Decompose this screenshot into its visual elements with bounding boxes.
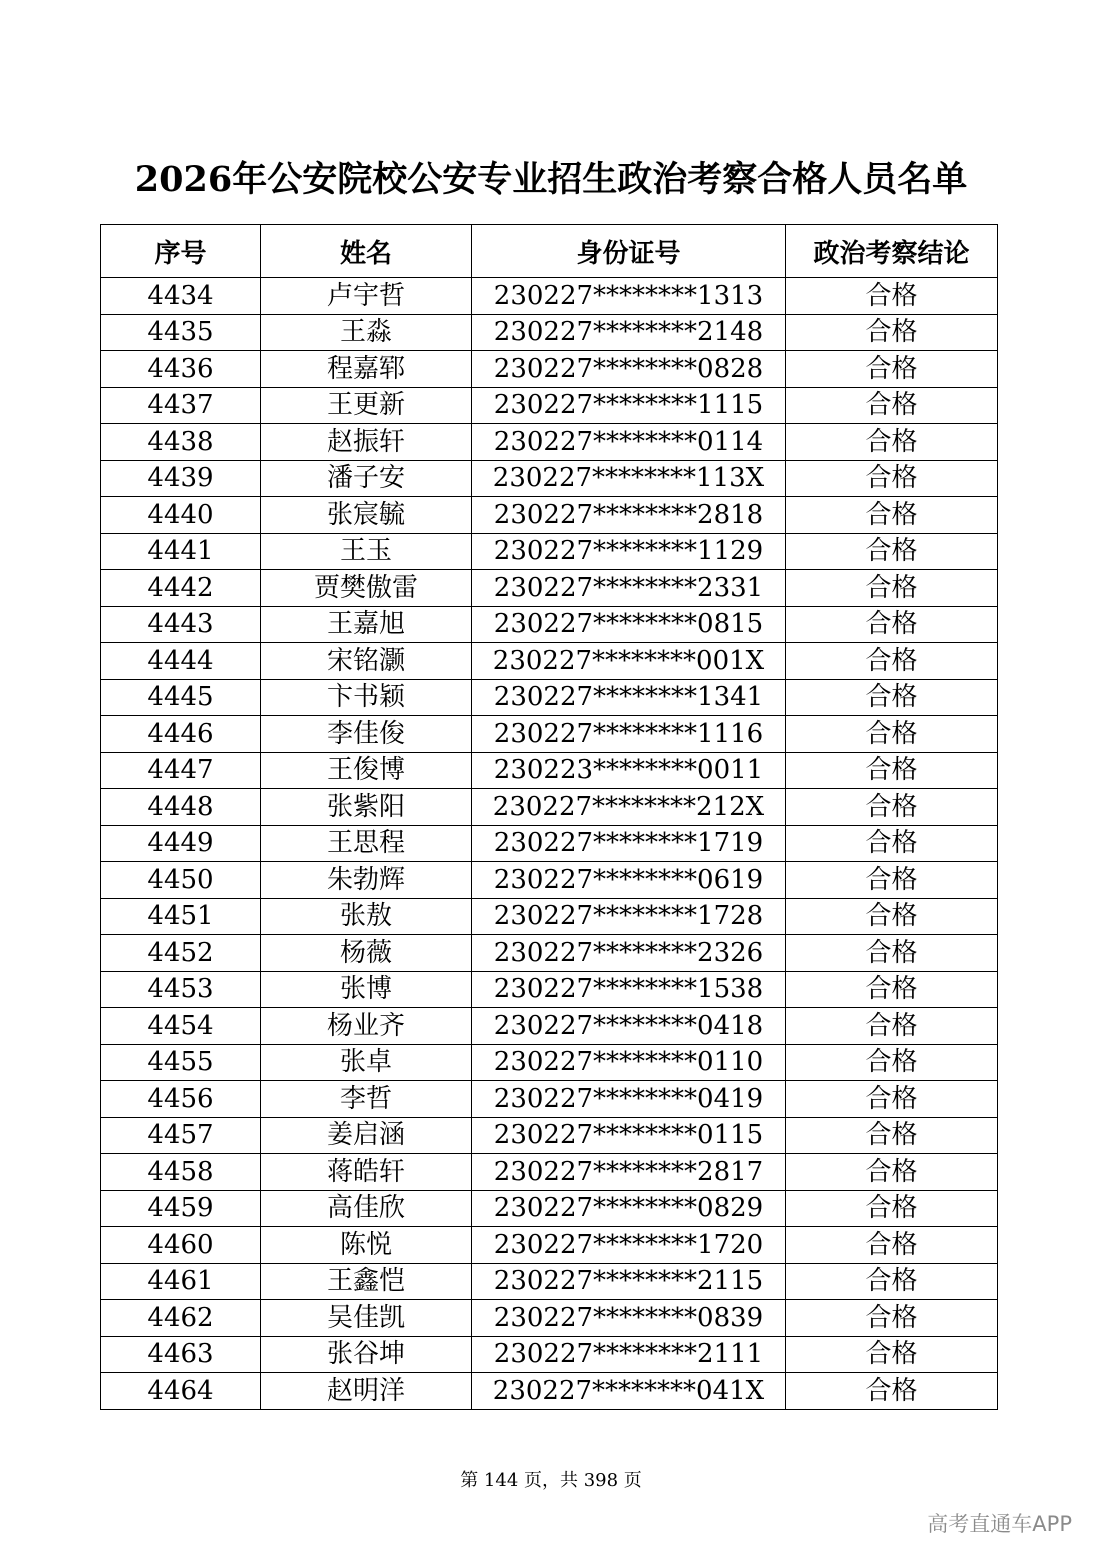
table-row bbox=[101, 1044, 998, 1081]
cell-result: 合格 bbox=[786, 424, 998, 461]
cell-serial-number: 4438 bbox=[101, 424, 261, 461]
watermark-text: 高考直通车APP bbox=[927, 1512, 1072, 1536]
cell-name: 王玉 bbox=[261, 533, 472, 570]
table-row bbox=[101, 1008, 998, 1045]
cell-id-number: 230227********001X bbox=[472, 643, 786, 680]
table-body bbox=[101, 278, 998, 1410]
cell-serial-number: 4457 bbox=[101, 1117, 261, 1154]
cell-name: 王俊博 bbox=[261, 752, 472, 789]
cell-name: 王淼 bbox=[261, 314, 472, 351]
cell-id-number: 230227********1115 bbox=[472, 387, 786, 424]
table-row bbox=[101, 424, 998, 461]
cell-serial-number: 4452 bbox=[101, 935, 261, 972]
page-footer: 第 144 页，共 398 页 bbox=[460, 1470, 642, 1491]
table-row bbox=[101, 1227, 998, 1264]
table-row bbox=[101, 935, 998, 972]
cell-result: 合格 bbox=[786, 1190, 998, 1227]
cell-name: 贾樊傲雷 bbox=[261, 570, 472, 607]
cell-id-number: 230227********1719 bbox=[472, 825, 786, 862]
cell-id-number: 230227********2148 bbox=[472, 314, 786, 351]
cell-serial-number: 4441 bbox=[101, 533, 261, 570]
cell-name: 张敖 bbox=[261, 898, 472, 935]
cell-name: 蒋皓轩 bbox=[261, 1154, 472, 1191]
table-row bbox=[101, 1117, 998, 1154]
cell-serial-number: 4437 bbox=[101, 387, 261, 424]
cell-result: 合格 bbox=[786, 971, 998, 1008]
cell-result: 合格 bbox=[786, 1044, 998, 1081]
table-row bbox=[101, 752, 998, 789]
cell-id-number: 230227********1313 bbox=[472, 278, 786, 315]
cell-id-number: 230227********212X bbox=[472, 789, 786, 826]
cell-serial-number: 4434 bbox=[101, 278, 261, 315]
table-row bbox=[101, 1081, 998, 1118]
cell-name: 张宸毓 bbox=[261, 497, 472, 534]
cell-result: 合格 bbox=[786, 351, 998, 388]
cell-id-number: 230227********2326 bbox=[472, 935, 786, 972]
cell-name: 张谷坤 bbox=[261, 1336, 472, 1373]
cell-id-number: 230227********041X bbox=[472, 1373, 786, 1410]
cell-result: 合格 bbox=[786, 314, 998, 351]
cell-name: 陈悦 bbox=[261, 1227, 472, 1264]
cell-serial-number: 4445 bbox=[101, 679, 261, 716]
cell-serial-number: 4462 bbox=[101, 1300, 261, 1337]
table-row bbox=[101, 1336, 998, 1373]
roster-table bbox=[100, 224, 998, 1410]
cell-serial-number: 4461 bbox=[101, 1263, 261, 1300]
cell-serial-number: 4455 bbox=[101, 1044, 261, 1081]
cell-serial-number: 4454 bbox=[101, 1008, 261, 1045]
cell-name: 宋铭灏 bbox=[261, 643, 472, 680]
cell-serial-number: 4448 bbox=[101, 789, 261, 826]
header-id-number: 身份证号 bbox=[472, 225, 786, 278]
cell-serial-number: 4458 bbox=[101, 1154, 261, 1191]
table-row bbox=[101, 497, 998, 534]
cell-result: 合格 bbox=[786, 1081, 998, 1118]
cell-serial-number: 4439 bbox=[101, 460, 261, 497]
table-row bbox=[101, 387, 998, 424]
cell-result: 合格 bbox=[786, 1008, 998, 1045]
cell-result: 合格 bbox=[786, 752, 998, 789]
cell-id-number: 230227********2115 bbox=[472, 1263, 786, 1300]
cell-result: 合格 bbox=[786, 679, 998, 716]
cell-result: 合格 bbox=[786, 1227, 998, 1264]
cell-id-number: 230227********2817 bbox=[472, 1154, 786, 1191]
cell-name: 张卓 bbox=[261, 1044, 472, 1081]
cell-id-number: 230227********0829 bbox=[472, 1190, 786, 1227]
cell-serial-number: 4459 bbox=[101, 1190, 261, 1227]
cell-name: 潘子安 bbox=[261, 460, 472, 497]
cell-id-number: 230227********0115 bbox=[472, 1117, 786, 1154]
table-row bbox=[101, 1154, 998, 1191]
cell-result: 合格 bbox=[786, 898, 998, 935]
table-row bbox=[101, 460, 998, 497]
cell-result: 合格 bbox=[786, 1263, 998, 1300]
table-row bbox=[101, 1190, 998, 1227]
table-row bbox=[101, 679, 998, 716]
cell-serial-number: 4447 bbox=[101, 752, 261, 789]
cell-name: 张紫阳 bbox=[261, 789, 472, 826]
cell-serial-number: 4436 bbox=[101, 351, 261, 388]
table-row bbox=[101, 570, 998, 607]
table-row bbox=[101, 278, 998, 315]
header-political-review-result: 政治考察结论 bbox=[786, 225, 998, 278]
cell-id-number: 230227********0114 bbox=[472, 424, 786, 461]
cell-id-number: 230227********1720 bbox=[472, 1227, 786, 1264]
cell-serial-number: 4435 bbox=[101, 314, 261, 351]
cell-name: 高佳欣 bbox=[261, 1190, 472, 1227]
cell-name: 王嘉旭 bbox=[261, 606, 472, 643]
cell-serial-number: 4453 bbox=[101, 971, 261, 1008]
cell-name: 吴佳凯 bbox=[261, 1300, 472, 1337]
cell-serial-number: 4451 bbox=[101, 898, 261, 935]
cell-name: 赵振轩 bbox=[261, 424, 472, 461]
cell-id-number: 230227********1129 bbox=[472, 533, 786, 570]
cell-name: 杨业齐 bbox=[261, 1008, 472, 1045]
table-row bbox=[101, 606, 998, 643]
cell-serial-number: 4442 bbox=[101, 570, 261, 607]
cell-id-number: 230227********2331 bbox=[472, 570, 786, 607]
cell-result: 合格 bbox=[786, 460, 998, 497]
cell-id-number: 230223********0011 bbox=[472, 752, 786, 789]
cell-result: 合格 bbox=[786, 606, 998, 643]
cell-id-number: 230227********1116 bbox=[472, 716, 786, 753]
table-row bbox=[101, 789, 998, 826]
cell-serial-number: 4456 bbox=[101, 1081, 261, 1118]
cell-result: 合格 bbox=[786, 825, 998, 862]
cell-name: 王思程 bbox=[261, 825, 472, 862]
cell-id-number: 230227********0839 bbox=[472, 1300, 786, 1337]
table-row bbox=[101, 971, 998, 1008]
cell-id-number: 230227********0418 bbox=[472, 1008, 786, 1045]
cell-id-number: 230227********2818 bbox=[472, 497, 786, 534]
cell-result: 合格 bbox=[786, 387, 998, 424]
cell-result: 合格 bbox=[786, 935, 998, 972]
table-row bbox=[101, 1300, 998, 1337]
table-row bbox=[101, 314, 998, 351]
cell-serial-number: 4440 bbox=[101, 497, 261, 534]
cell-name: 杨薇 bbox=[261, 935, 472, 972]
cell-id-number: 230227********1341 bbox=[472, 679, 786, 716]
cell-id-number: 230227********113X bbox=[472, 460, 786, 497]
table-row bbox=[101, 643, 998, 680]
cell-result: 合格 bbox=[786, 862, 998, 899]
table-row bbox=[101, 1263, 998, 1300]
table-row bbox=[101, 351, 998, 388]
cell-serial-number: 4463 bbox=[101, 1336, 261, 1373]
table-row bbox=[101, 898, 998, 935]
cell-name: 姜启涵 bbox=[261, 1117, 472, 1154]
cell-name: 程嘉郓 bbox=[261, 351, 472, 388]
cell-id-number: 230227********0828 bbox=[472, 351, 786, 388]
cell-name: 卞书颖 bbox=[261, 679, 472, 716]
cell-id-number: 230227********0110 bbox=[472, 1044, 786, 1081]
cell-result: 合格 bbox=[786, 1117, 998, 1154]
cell-name: 朱勃辉 bbox=[261, 862, 472, 899]
cell-serial-number: 4449 bbox=[101, 825, 261, 862]
cell-id-number: 230227********0815 bbox=[472, 606, 786, 643]
cell-result: 合格 bbox=[786, 1336, 998, 1373]
table-row bbox=[101, 862, 998, 899]
cell-name: 王鑫恺 bbox=[261, 1263, 472, 1300]
table-row bbox=[101, 716, 998, 753]
cell-name: 卢宇哲 bbox=[261, 278, 472, 315]
cell-serial-number: 4464 bbox=[101, 1373, 261, 1410]
cell-serial-number: 4444 bbox=[101, 643, 261, 680]
cell-result: 合格 bbox=[786, 643, 998, 680]
header-serial-number: 序号 bbox=[101, 225, 261, 278]
cell-result: 合格 bbox=[786, 1300, 998, 1337]
cell-result: 合格 bbox=[786, 1154, 998, 1191]
table-row bbox=[101, 533, 998, 570]
cell-id-number: 230227********0619 bbox=[472, 862, 786, 899]
cell-id-number: 230227********1728 bbox=[472, 898, 786, 935]
cell-id-number: 230227********0419 bbox=[472, 1081, 786, 1118]
document-title: 2026年公安院校公安专业招生政治考察合格人员名单 bbox=[134, 159, 968, 200]
cell-serial-number: 4446 bbox=[101, 716, 261, 753]
cell-serial-number: 4460 bbox=[101, 1227, 261, 1264]
cell-serial-number: 4450 bbox=[101, 862, 261, 899]
cell-result: 合格 bbox=[786, 497, 998, 534]
cell-result: 合格 bbox=[786, 570, 998, 607]
table-row bbox=[101, 1373, 998, 1410]
cell-result: 合格 bbox=[786, 716, 998, 753]
cell-name: 李佳俊 bbox=[261, 716, 472, 753]
cell-result: 合格 bbox=[786, 789, 998, 826]
cell-result: 合格 bbox=[786, 278, 998, 315]
cell-result: 合格 bbox=[786, 1373, 998, 1410]
cell-name: 李哲 bbox=[261, 1081, 472, 1118]
table-row bbox=[101, 825, 998, 862]
cell-name: 张博 bbox=[261, 971, 472, 1008]
header-name: 姓名 bbox=[261, 225, 472, 278]
cell-name: 赵明洋 bbox=[261, 1373, 472, 1410]
table-header-row bbox=[101, 225, 998, 278]
cell-result: 合格 bbox=[786, 533, 998, 570]
cell-name: 王更新 bbox=[261, 387, 472, 424]
cell-serial-number: 4443 bbox=[101, 606, 261, 643]
cell-id-number: 230227********1538 bbox=[472, 971, 786, 1008]
cell-id-number: 230227********2111 bbox=[472, 1336, 786, 1373]
